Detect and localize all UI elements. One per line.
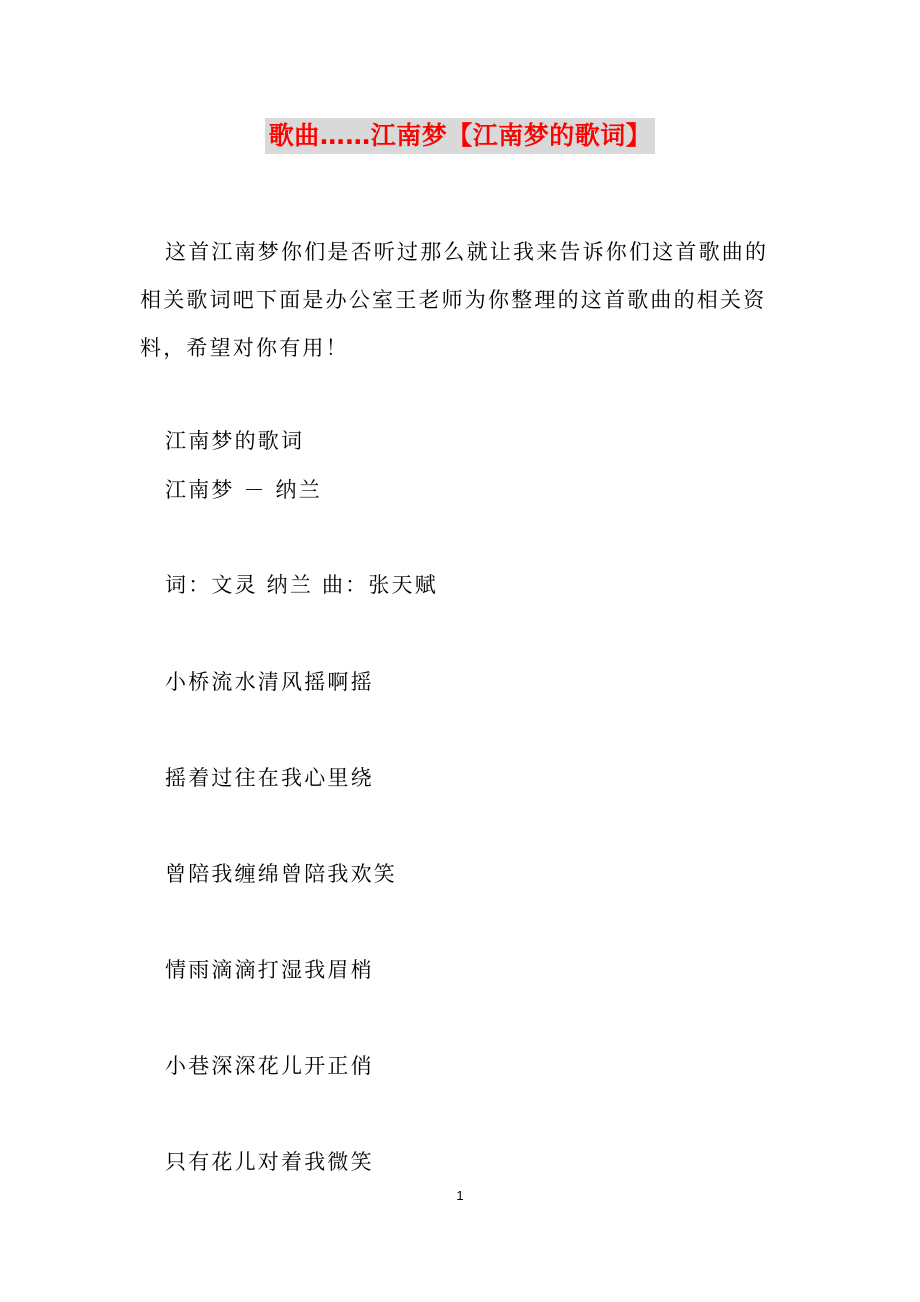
document-title: 歌曲……江南梦【江南梦的歌词】 <box>265 118 656 154</box>
intro-paragraph: 这首江南梦你们是否听过那么就让我来告诉你们这首歌曲的相关歌词吧下面是办公室王老师为你整理的这首歌曲的相关资料，希望对你有用！ <box>140 240 769 360</box>
lyric-line: 曾陪我缠绵曾陪我欢笑 <box>165 862 397 886</box>
lyrics-heading: 江南梦的歌词 <box>165 429 305 453</box>
lyric-line: 情雨滴滴打湿我眉梢 <box>165 958 374 982</box>
title-container <box>0 118 920 154</box>
lyric-line: 小桥流水清风摇啊摇 <box>165 670 374 694</box>
credits-line: 词：文灵 纳兰 曲：张天赋 <box>165 573 438 597</box>
song-artist-line: 江南梦 － 纳兰 <box>165 478 322 502</box>
lyric-line: 摇着过往在我心里绕 <box>165 766 374 790</box>
lyric-line: 小巷深深花儿开正俏 <box>165 1054 374 1078</box>
lyric-line: 只有花儿对着我微笑 <box>165 1150 374 1174</box>
page-number: 1 <box>456 1188 464 1203</box>
